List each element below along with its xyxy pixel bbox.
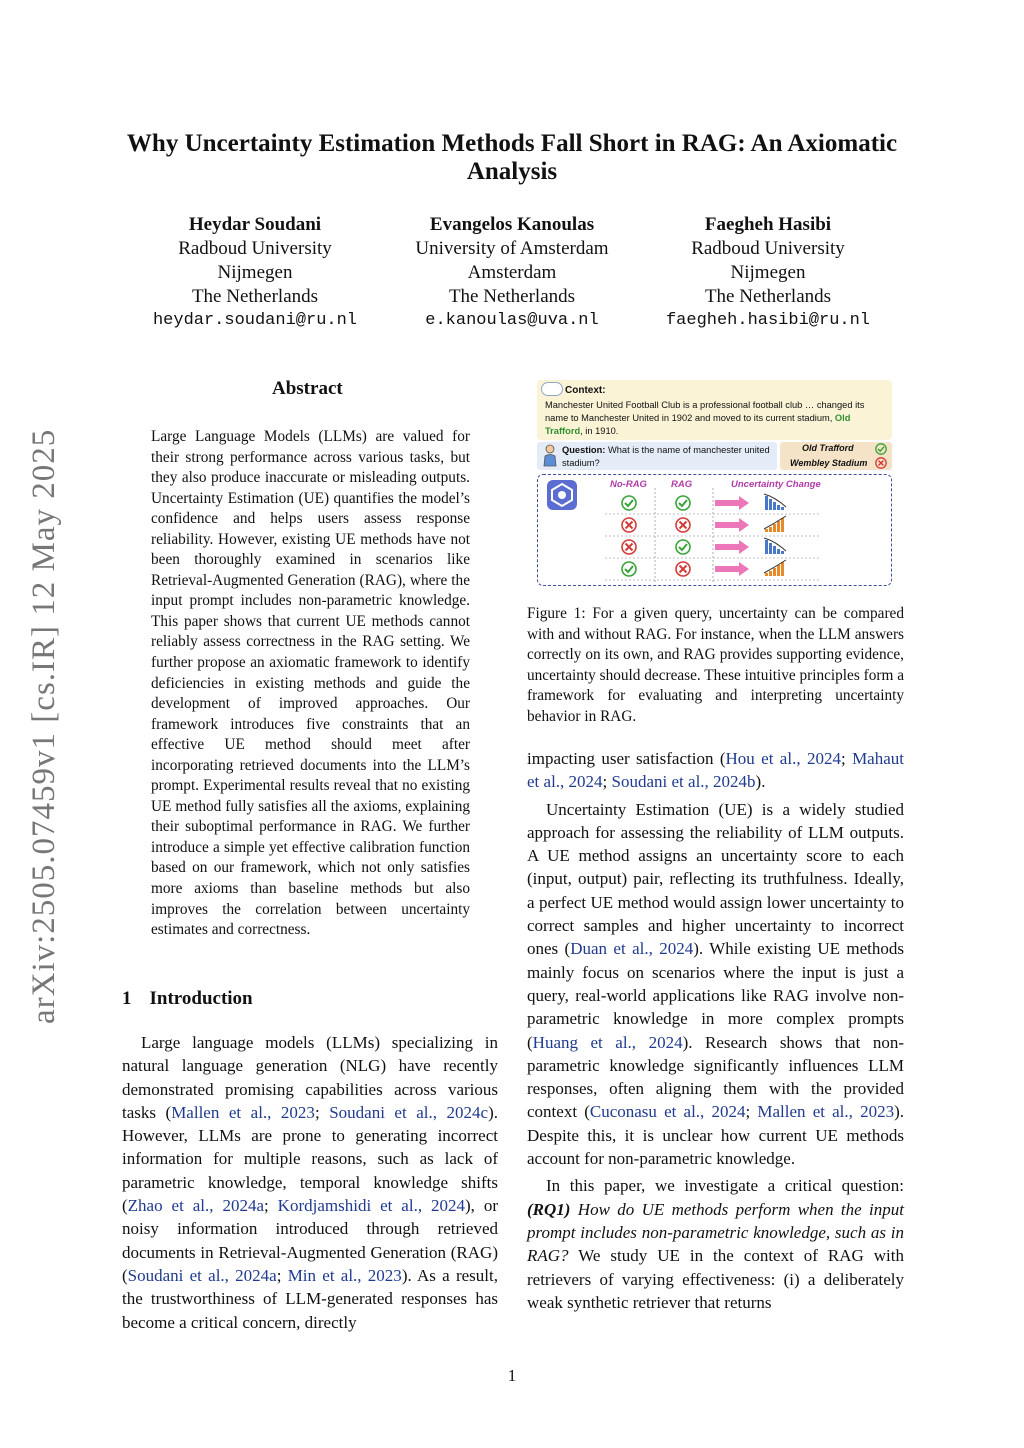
paragraph [527,747,904,794]
author-affiliation: Radboud University [691,238,845,259]
research-question: How do UE methods perform when the input prompt includes non-parametric knowledge, such as in RAG? [527,1199,904,1266]
increasing-bar [781,518,784,532]
answer-correct: Old Trafford [802,443,854,453]
decreasing-bar [773,502,776,510]
citation-link[interactable]: Soudani et al., 2024c [329,1102,489,1122]
text-run: Manchester United Football Club is a professional football club … changed its name to Manchester United in 1902 and moved to its current stadium, [545,400,865,423]
arrow-shaft [715,566,739,572]
person-icon [543,444,557,468]
decreasing-bar [769,499,772,510]
paragraph [527,798,904,1171]
research-question-label: (RQ1) [527,1199,571,1219]
increasing-bar [777,521,780,532]
text-run: ; [745,1102,758,1122]
author-block [125,213,385,333]
arrow-right-icon [739,496,749,510]
text-run: ). While existing UE methods mainly focus on scenarios where the input is just a query, real-world applications like RAG involve non-parametric knowledge in more complex prompts ( [527,939,905,1052]
paper-title: Why Uncertainty Estimation Methods Fall Short in RAG: An Axiomatic Analysis [126,130,898,185]
citation-link[interactable]: Huang et al., 2024 [532,1032,683,1052]
cross-icon [622,518,636,532]
text-run: ; [264,1196,278,1216]
header-uncertainty-change: Uncertainty Change [731,479,821,490]
paragraph [527,1174,904,1314]
cross-icon [676,518,690,532]
section-heading [122,988,253,1010]
increasing-bar [769,571,772,576]
author-email[interactable]: e.kanoulas@uva.nl [425,311,599,330]
arxiv-identifier[interactable]: arXiv:2505.07459v1 [cs.IR] 12 May 2025 [26,428,62,1024]
text-run: ; [602,772,612,792]
answer-wrong: Wembley Stadium [790,458,868,468]
arrow-right-icon [739,562,749,576]
author-affiliation: University of Amsterdam [415,238,609,259]
text-run: ). However, LLMs are prone to generating incorrect information for multiple reasons, such as lack of parametric knowledge, temporal knowledge shifts ( [122,1102,498,1216]
text-run: ; [276,1265,288,1285]
context-text [545,399,887,438]
citation-link[interactable]: Mahaut et al., 2024 [527,749,904,792]
arrow-right-icon [739,540,749,554]
section-title: Introduction [149,988,253,1009]
check-icon [622,496,636,510]
arrow-shaft [715,522,739,528]
author-country: The Netherlands [704,286,832,307]
increasing-bar [773,524,776,532]
author-name: Faegheh Hasibi [704,214,832,235]
intro-left-column [122,1031,498,1334]
citation-link[interactable]: Soudani et al., 2024b [611,772,756,792]
author-city: Nijmegen [217,262,293,283]
citation-link[interactable]: Cuconasu et al., 2024 [589,1102,746,1122]
abstract-heading: Abstract [272,378,343,399]
check-icon [676,496,690,510]
citation-link[interactable]: Mallen et al., 2023 [171,1102,315,1122]
paragraph [122,1031,498,1334]
citation-link[interactable]: Soudani et al., 2024a [127,1265,277,1285]
decreasing-bar [781,551,784,554]
figure-caption: Figure 1: For a given query, uncertainty can be compared with and without RAG. For instance, when the LLM answers correctly on its own, and RAG provides supporting evidence, uncertainty should decrease. These intuitive principles form a framework for evaluating and interpreting uncertainty behavior in RAG. [527,605,904,725]
cross-icon [622,540,636,554]
text-run: ; [840,749,853,768]
author-country: The Netherlands [191,286,319,307]
header-rag: RAG [671,479,693,490]
arrow-right-icon [739,518,749,532]
cross-icon [676,562,690,576]
question-label: Question: [562,445,606,455]
text-run: ). Despite this, it is unclear how current UE methods account for non-parametric knowledge. [527,1102,904,1169]
question-text [562,444,777,469]
author-country: The Netherlands [448,286,576,307]
author-name: Heydar Soudani [188,214,322,235]
decreasing-bar [773,546,776,554]
decreasing-bar [765,540,768,554]
section-number: 1 [122,988,132,1009]
citation-link[interactable]: Zhao et al., 2024a [127,1196,264,1216]
text-run: ). [755,772,766,792]
text-run: Large language models (LLMs) specializing in natural language generation (NLG) have recently demonstrated promising capabilities across various tasks ( [122,1033,498,1122]
cross-icon [875,457,887,469]
increasing-bar [765,573,768,576]
header-no-rag: No-RAG [610,479,647,490]
text-run: ). Research shows that non-parametric knowledge significantly influences LLM responses, often aligning them with the provided context ( [527,1032,905,1122]
citation-link[interactable]: Kordjamshidi et al., 2024 [277,1196,466,1216]
citation-link[interactable]: Min et al., 2023 [287,1265,402,1285]
increasing-bar [781,562,784,576]
author-email[interactable]: faegheh.hasibi@ru.nl [665,311,871,330]
abstract-text: Large Language Models (LLMs) are valued for their strong performance across various tasks, but they also produce inaccurate or misleading outputs. Uncertainty Estimation (UE) quantifies the model’s confidence and helps users assess response reliability. However, existing UE methods have not been thoroughly examined in scenarios like Retrieval-Augmented Generation (RAG), where the input prompt includes non-parametric knowledge. This paper shows that current UE methods cannot reliably assess correctness in the RAG setting. We further propose an axiomatic framework to identify deficiencies in existing methods and guide the development of improved approaches. Our framework introduces five constraints that an effective UE method should meet after incorporating retrieved documents into the LLM’s prompt. Experimental results reveal that no existing UE method fully satisfies all the axioms, explaining their suboptimal performance in RAG. We further introduce a simple yet effective calibration function based on our framework, which not only satisfies more axioms than baseline methods but also improves the correlation between uncertainty estimates and correctness. [151,428,470,939]
text-run: ). As a result, the trustworthiness of LLM-generated responses has become a critical concern, directly [122,1265,498,1332]
check-icon [676,540,690,554]
text-run: , in 1910. [580,426,619,436]
decreasing-bar [781,507,784,510]
author-block [382,213,642,333]
arrow-shaft [715,544,739,550]
author-city: Nijmegen [730,262,806,283]
text-run: In this paper, we investigate a critical question: [546,1176,904,1196]
context-label: Context: [565,385,606,396]
increasing-bar [777,565,780,576]
speech-bubble-icon [541,382,563,396]
increasing-bar [773,568,776,576]
page-number: 1 [507,1366,517,1385]
text-run: We study UE in the context of RAG with retrievers of varying effectiveness: (i) a deliberately weak synthetic retriever that returns [527,1246,904,1312]
decreasing-bar [777,549,780,554]
citation-link[interactable]: Duan et al., 2024 [570,939,694,959]
author-affiliation: Radboud University [178,238,332,259]
arrow-shaft [715,500,739,506]
check-icon [622,562,636,576]
figure-1 [537,380,892,588]
highlighted-answer: Old Trafford [545,413,851,436]
author-block [638,213,898,333]
increasing-bar [765,529,768,532]
citation-link[interactable]: Hou et al., 2024 [725,749,841,768]
check-icon [875,443,887,455]
text-run: ; [314,1102,330,1122]
decreasing-bar [765,496,768,510]
intro-right-column [527,747,904,1314]
text-run: Uncertainty Estimation (UE) is a widely studied approach for assessing the reliability of LLM outputs. A UE method assigns an uncertainty score to each (input, output) pair, reflecting its truthfulness. Ideally, a perfect UE method would assign lower uncertainty to correct samples and higher uncertainty to incorrect ones ( [527,799,904,959]
rows-svg [537,474,892,586]
decreasing-bar [777,505,780,510]
text-run: ), or noisy information introduced through retrieved documents in Retrieval-Augmented Generation (RAG) ( [122,1196,499,1285]
author-city: Amsterdam [467,262,557,283]
citation-link[interactable]: Mallen et al., 2023 [757,1102,895,1122]
author-name: Evangelos Kanoulas [429,214,595,235]
text-run: What is the name of manchester united stadium? [562,445,770,468]
increasing-bar [769,527,772,532]
text-run: impacting user satisfaction ( [527,749,726,768]
decreasing-bar [769,543,772,554]
author-email[interactable]: heydar.soudani@ru.nl [152,311,358,330]
